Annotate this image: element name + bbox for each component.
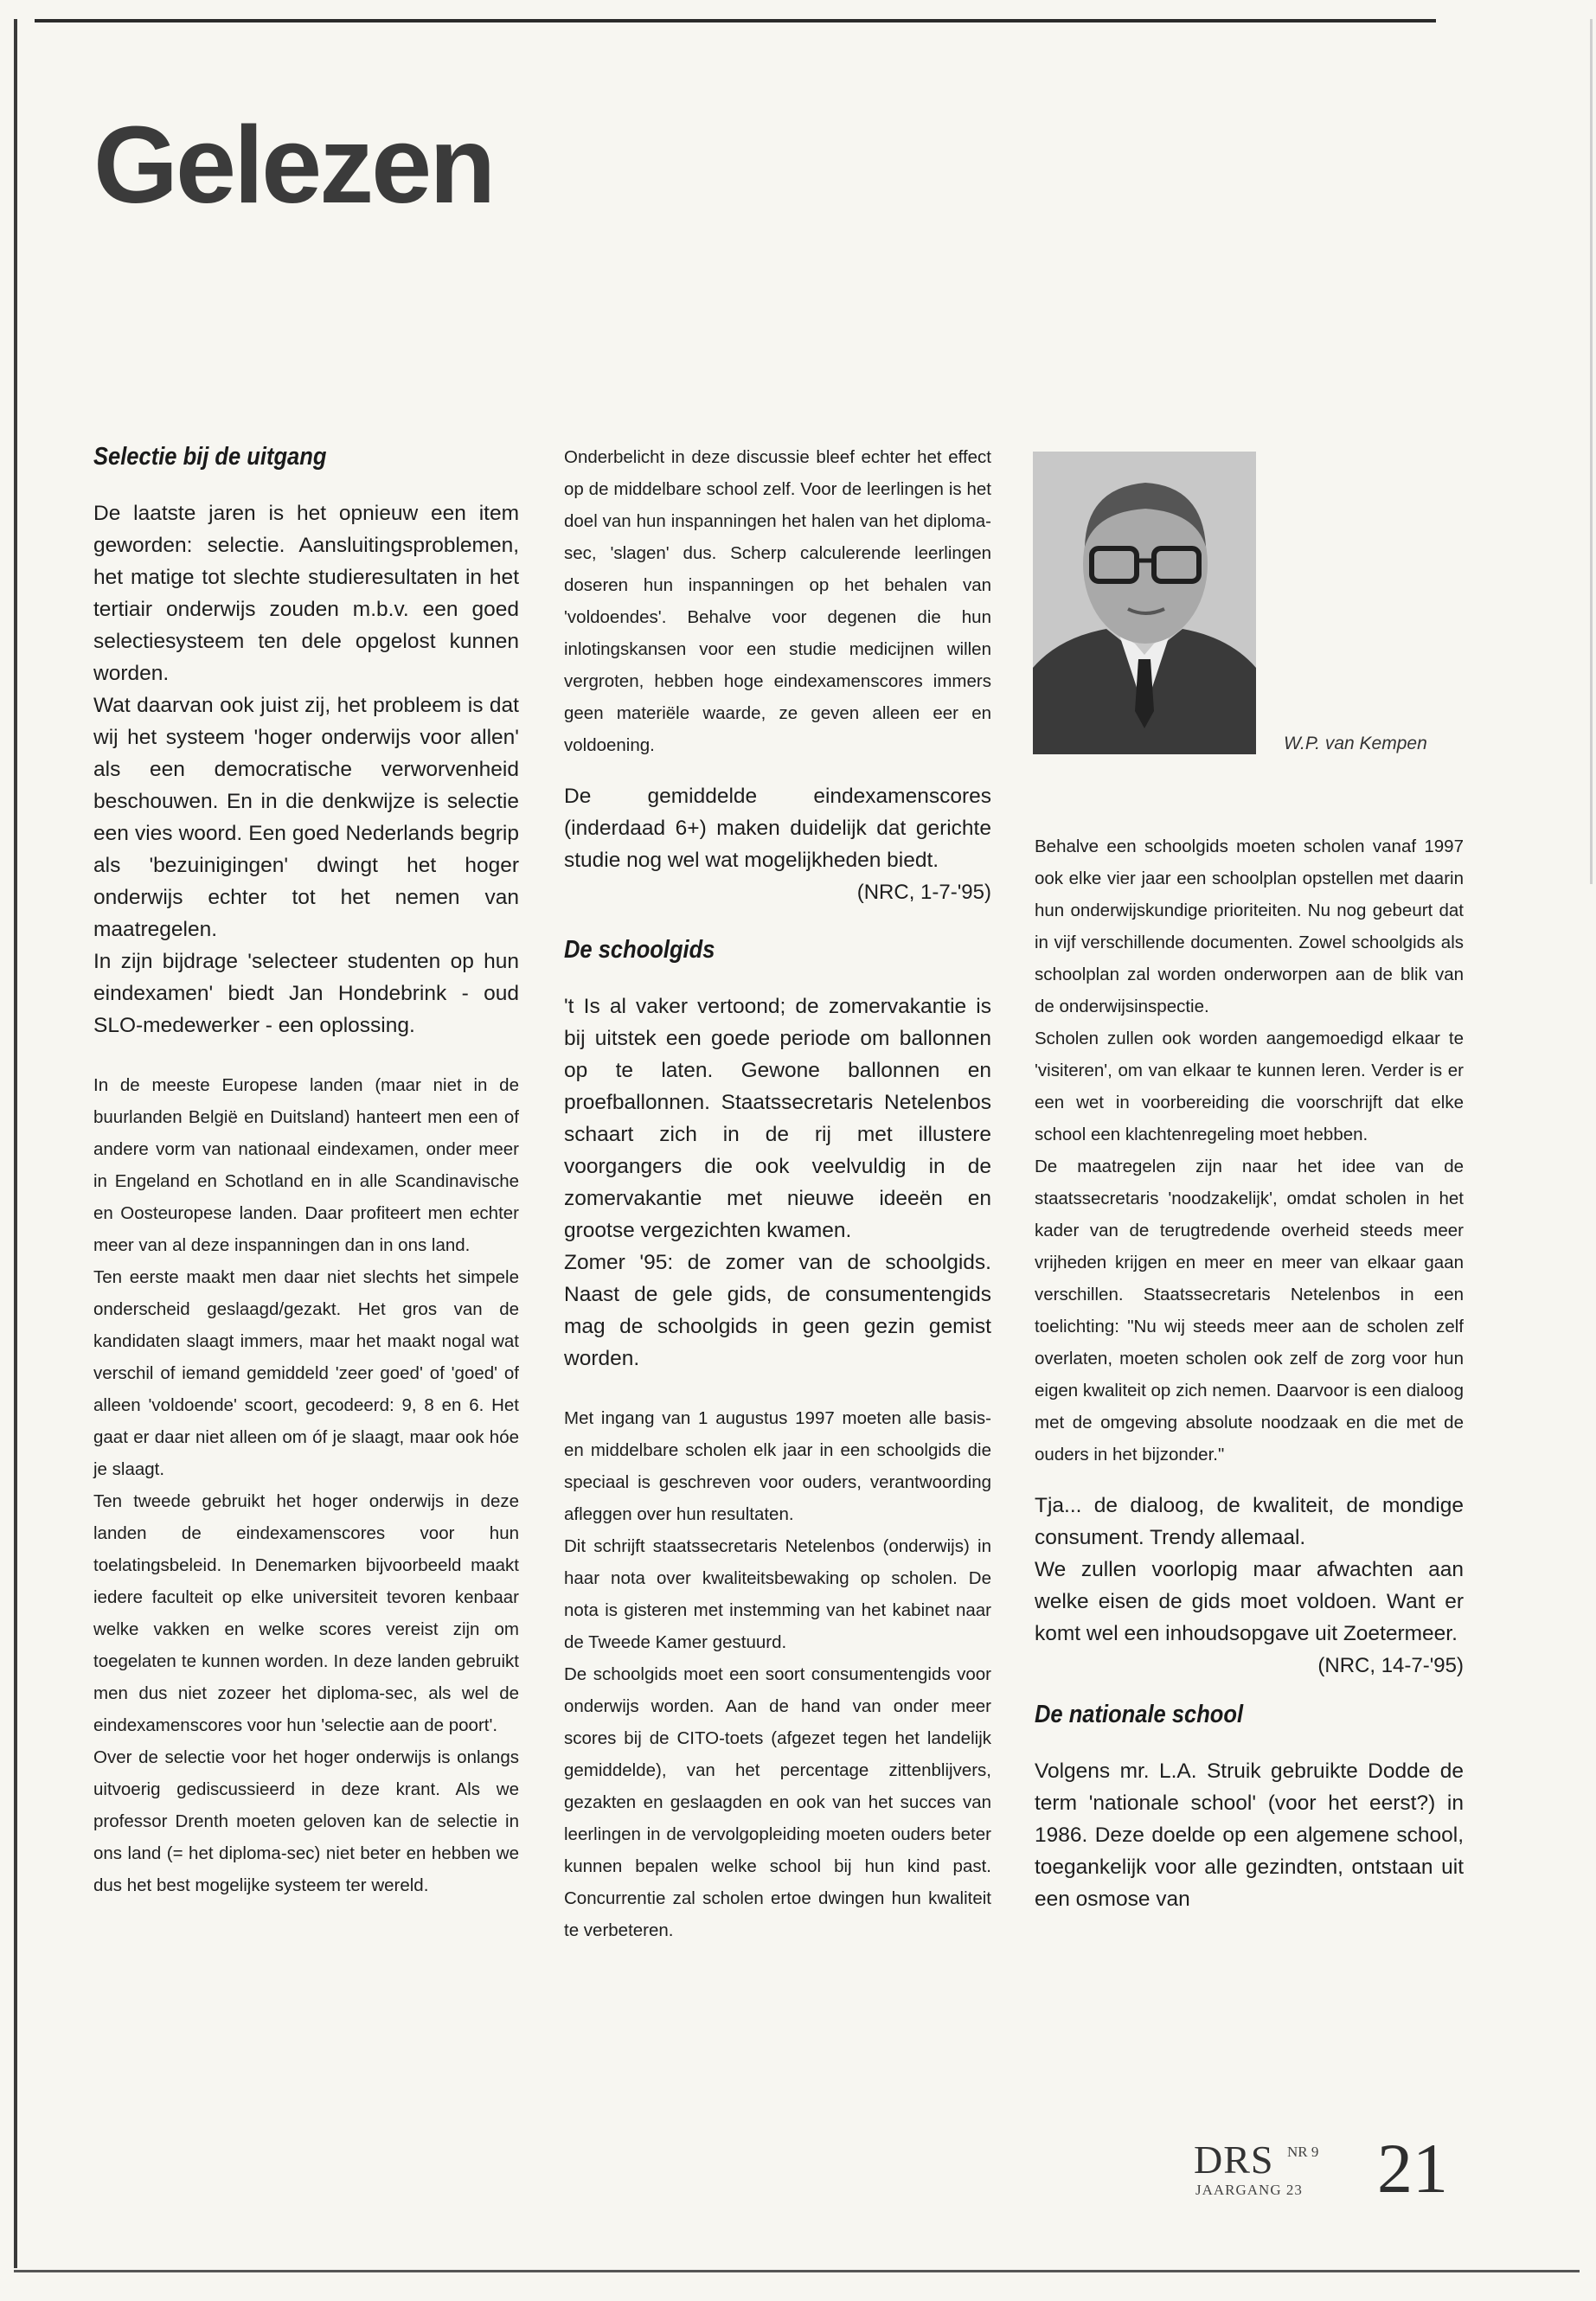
page-number: 21 bbox=[1377, 2129, 1448, 2208]
intro-paragraph: Wat daarvan ook juist zij, het probleem is dat wij het systeem 'hoger onderwijs voor allen' als een democratische verworvenheid beschouwen. En in die denkwijze is selectie een vies woord. Een goed Nederlands begrip als 'bezuinigingen' dwingt het hoger onderwijs echter tot het nemen van maatregelen. bbox=[93, 694, 519, 941]
source-citation: (NRC, 14-7-'95) bbox=[1317, 1654, 1464, 1677]
masthead-volume: JAARGANG 23 bbox=[1195, 2182, 1303, 2198]
body-paragraph: Dit schrijft staatssecretaris Netelenbos (onderwijs) in haar nota over kwaliteitsbewaking op scholen. De nota is gisteren met instemming van het kabinet naar de Tweede Kamer gestuurd. bbox=[564, 1536, 991, 1652]
body-paragraph: De schoolgids moet een soort consumentengids voor onderwijs worden. Aan de hand van onder meer scores bij de CITO-toets (afgezet tegen het landelijk gemiddelde), van het percentage zittenblijvers, gezakten en geslaagden en ook van het succes van leerlingen in de vervolgopleiding moeten ouders beter kunnen bepalen welke school bij hun kind past. Concurrentie zal scholen ertoe dwingen hun kwaliteit te verbeteren. bbox=[564, 1664, 991, 1940]
page-title: Gelezen bbox=[93, 104, 494, 226]
section-heading-schoolgids: De schoolgids bbox=[564, 936, 715, 964]
photo-caption: W.P. van Kempen bbox=[1284, 734, 1427, 753]
masthead-issue: NR 9 bbox=[1287, 2144, 1319, 2160]
page-frame-top bbox=[35, 19, 1436, 22]
column-3 bbox=[1035, 830, 1464, 1915]
section-heading-nationale-school: De nationale school bbox=[1035, 1701, 1244, 1728]
body-paragraph: Met ingang van 1 augustus 1997 moeten alle basis- en middelbare scholen elk jaar in een schoolgids die speciaal is geschreven voor ouders, verantwoording afleggen over hun resultaten. bbox=[564, 1408, 991, 1524]
masthead-brand: DRS bbox=[1194, 2138, 1274, 2182]
body-paragraph: Scholen zullen ook worden aangemoedigd elkaar te 'visiteren', om van elkaar te kunnen leren. Verder is er een wet in voorbereiding die voorschrijft dat elke school een klachtenregeling moet hebben. bbox=[1035, 1029, 1464, 1144]
comment-paragraph: Tja... de dialoog, de kwaliteit, de mondige consument. Trendy allemaal. bbox=[1035, 1494, 1464, 1549]
page-frame-left bbox=[14, 19, 17, 2268]
intro-paragraph: Zomer '95: de zomer van de schoolgids. Naast de gele gids, de consumentengids mag de schoolgids in geen gezin gemist worden. bbox=[564, 1251, 991, 1370]
portrait-photo bbox=[1033, 452, 1256, 754]
body-paragraph: Volgens mr. L.A. Struik gebruikte Dodde de term 'nationale school' (voor het eerst?) in 1986. Deze doelde op een algemene school, toegankelijk voor alle gezindten, ontstaan uit een osmose van bbox=[1035, 1759, 1464, 1911]
body-paragraph: Ten eerste maakt men daar niet slechts het simpele onderscheid geslaagd/gezakt. Het gros van de kandidaten slaagt immers, maar het maakt nogal wat verschil of iemand gemiddeld 'zeer goed' of 'goed' of alleen 'voldoende' scoort, gecodeerd: 9, 8 en 6. Het gaat er daar niet alleen om óf je slaagt, maar ook hóe je slaagt. bbox=[93, 1267, 519, 1479]
body-paragraph: De maatregelen zijn naar het idee van de staatssecretaris 'noodzakelijk', omdat scholen in het kader van de terugtredende overheid steeds meer vrijheden krijgen en meer en meer van elkaar gaan verschillen. Staatssecretaris Netelenbos in een toelichting: "Nu wij steeds meer aan de scholen zelf overlaten, moeten scholen ook zelf de zorg voor hun eigen kwaliteit op zich nemen. Daarvoor is een dialoog met de omgeving absolute noodzaak en die met de ouders in het bijzonder." bbox=[1035, 1157, 1464, 1465]
body-paragraph: Onderbelicht in deze discussie bleef echter het effect op de middelbare school zelf. Voor de leerlingen is het doel van hun inspanningen het halen van het diploma-sec, 'slagen' dus. Scherp calculerende leerlingen doseren hun inspanningen op het behalen van 'voldoendes'. Behalve voor degenen die hun inlotingskansen voor een studie medicijnen willen vergroten, hebben hoge eindexamenscores immers geen materiële waarde, ze geven alleen eer en voldoening. bbox=[564, 447, 991, 755]
intro-paragraph: In zijn bijdrage 'selecteer studenten op hun eindexamen' biedt Jan Hondebrink - oud SLO-medewerker - een oplossing. bbox=[93, 950, 519, 1037]
body-paragraph: Behalve een schoolgids moeten scholen vanaf 1997 ook elke vier jaar een schoolplan opstellen met daarin hun onderwijskundige prioriteiten. Nu nog gebeurt dat in vijf verschillende documenten. Zowel schoolgids als schoolplan zal worden onderworpen aan de blik van de onderwijsinspectie. bbox=[1035, 836, 1464, 1016]
intro-paragraph: De laatste jaren is het opnieuw een item geworden: selectie. Aansluitingsproblemen, het matige tot slechte studieresultaten in het tertiair onderwijs zouden m.b.v. een goed selectiesysteem ten dele opgelost kunnen worden. bbox=[93, 502, 519, 685]
section-heading-selectie: Selectie bij de uitgang bbox=[93, 443, 327, 471]
source-citation: (NRC, 1-7-'95) bbox=[856, 881, 991, 904]
column-2 bbox=[564, 441, 991, 1946]
comment-paragraph: We zullen voorlopig maar afwachten aan welke eisen de gids moet voldoen. Want er komt wel een inhoudsopgave uit Zoetermeer. bbox=[1035, 1558, 1464, 1645]
page-frame-right bbox=[1590, 19, 1593, 884]
masthead bbox=[1194, 2129, 1462, 2220]
closing-paragraph: De gemiddelde eindexamenscores (inderdaad 6+) maken duidelijk dat gerichte studie nog wel wat mogelijkheden biedt. bbox=[564, 785, 991, 872]
body-paragraph: Ten tweede gebruikt het hoger onderwijs in deze landen de eindexamenscores voor hun toelatingsbeleid. In Denemarken bijvoorbeeld maakt iedere faculteit op elke universiteit tevoren kenbaar welke vakken en welke scores vereist zijn om toegelaten te kunnen worden. In deze landen gebruikt men dus niet zozeer het diploma-sec, als wel de eindexamenscores voor hun 'selectie aan de poort'. bbox=[93, 1491, 519, 1735]
intro-paragraph: 't Is al vaker vertoond; de zomervakantie is bij uitstek een goede periode om ballonnen op te laten. Gewone ballonnen en proefballonnen. Staatssecretaris Netelenbos schaart zich in de rij met illustere voorgangers die ook veelvuldig in de zomervakantie met nieuwe ideeën en grootse vergezichten kwamen. bbox=[564, 995, 991, 1242]
body-paragraph: In de meeste Europese landen (maar niet in de buurlanden België en Duitsland) hanteert men een of andere vorm van nationaal eindexamen, onder meer in Engeland en Schotland en in alle Scandinavische en Oosteuropese landen. Daar profiteert men echter meer van al deze inspanningen dan in ons land. bbox=[93, 1075, 519, 1255]
page-frame-bottom bbox=[14, 2270, 1580, 2272]
body-paragraph: Over de selectie voor het hoger onderwijs is onlangs uitvoerig gediscussieerd in deze krant. Als we professor Drenth moeten geloven kan de selectie in ons land (= het diploma-sec) niet beter en hebben we dus het best mogelijke systeem ter wereld. bbox=[93, 1747, 519, 1895]
column-1 bbox=[93, 443, 519, 1901]
